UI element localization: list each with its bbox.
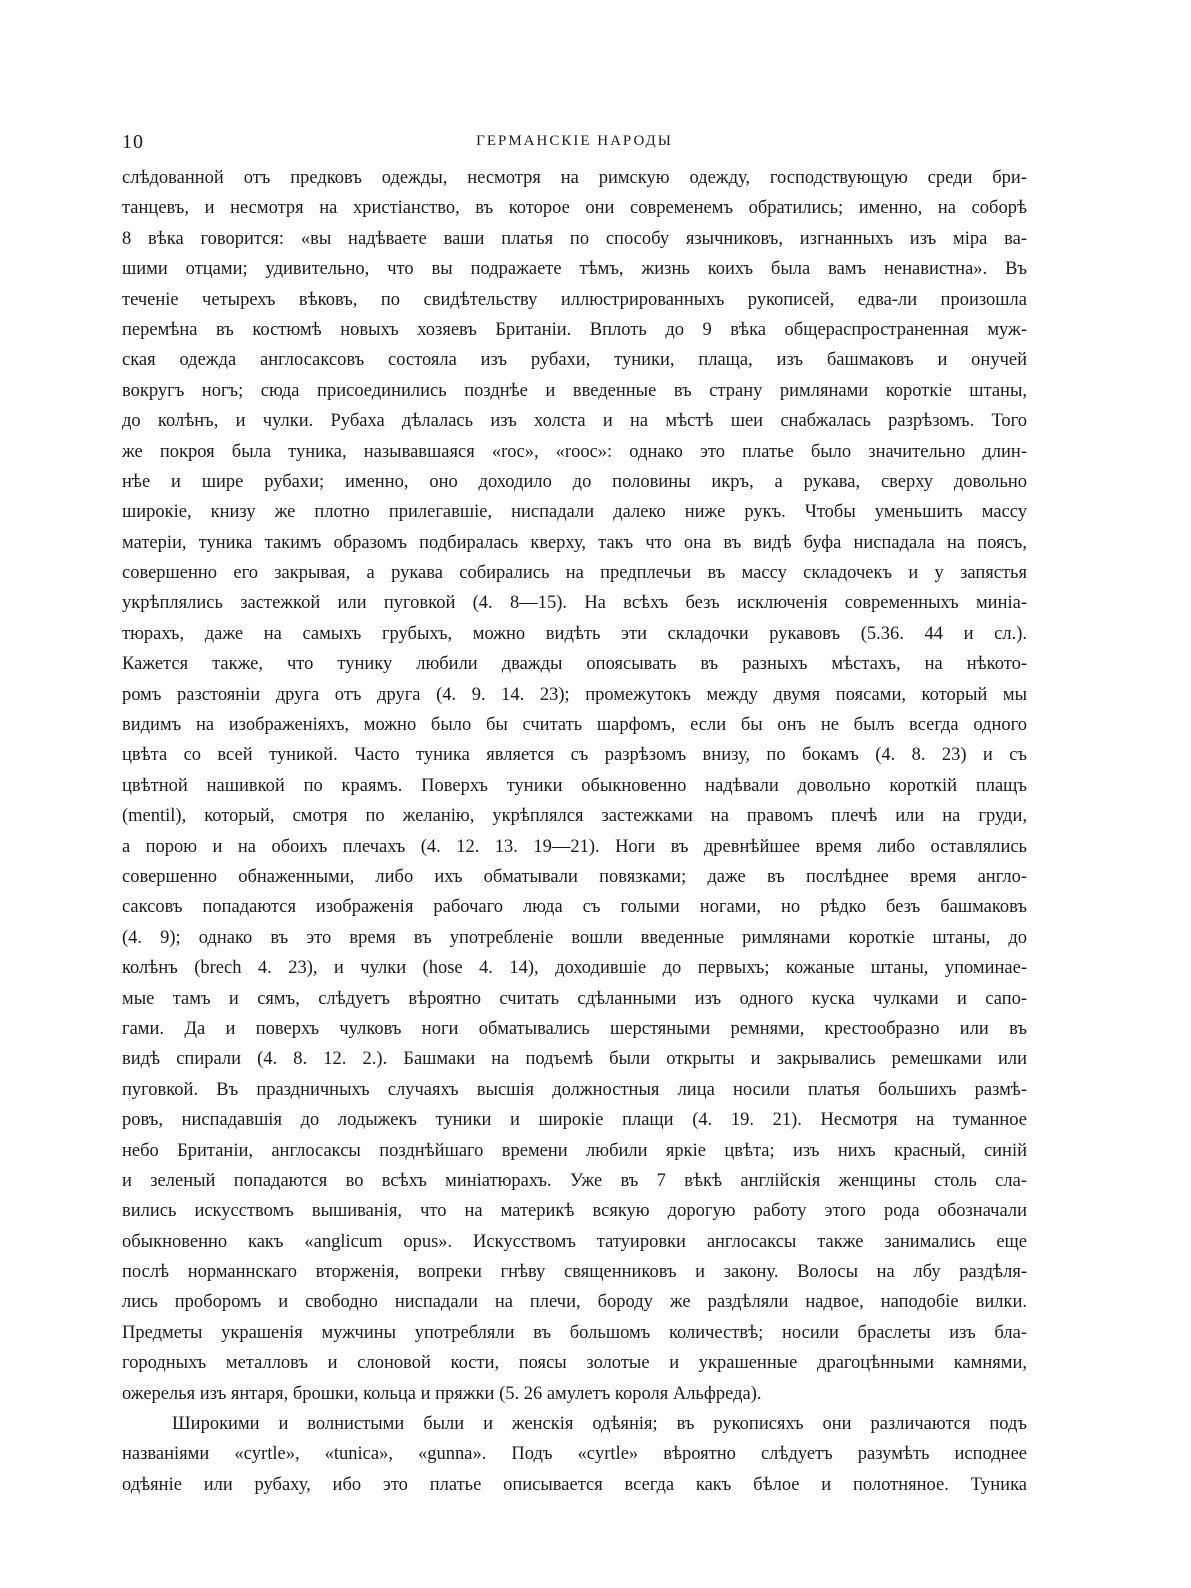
text-line: укрѣплялись застежкой или пуговкой (4. 8—15). На всѣхъ безъ исключенія современныхъ миніа- <box>122 593 1027 614</box>
text-line: лись проборомъ и свободно ниспадали на плечи, бороду же раздѣляли надвое, наподобіе вилки. <box>122 1292 1027 1313</box>
text-line: шими отцами; удивительно, что вы подражаете тѣмъ, жизнь коихъ была вамъ ненавистна». Въ <box>122 259 1027 280</box>
text-line: небо Британіи, англосаксы позднѣйшаго времени любили яркіе цвѣта; изъ нихъ красный, синій <box>122 1140 1027 1161</box>
text-line: послѣ норманнскаго вторженія, вопреки гнѣву священниковъ и закону. Волосы на лбу раздѣля- <box>122 1262 1027 1283</box>
text-line: совершенно его закрывая, а рукава собирались на предплечьи въ массу складочекъ и у запястья <box>122 563 1027 584</box>
running-head <box>122 131 1027 155</box>
text-line: теченіе четырехъ вѣковъ, по свидѣтельству иллюстрированныхъ рукописей, едва-ли произошла <box>122 289 1027 310</box>
running-title: ГЕРМАНСКІЕ НАРОДЫ <box>476 133 673 149</box>
text-line: обыкновенно какъ «anglicum opus». Искусствомъ татуировки англосаксы также занимались еще <box>122 1231 1027 1252</box>
text-line: мые тамъ и сямъ, слѣдуетъ вѣроятно считать сдѣланными изъ одного куска чулками и сапо- <box>122 988 1027 1009</box>
text-line: нѣе и шире рубахи; именно, оно доходило до половины икръ, а рукава, сверху довольно <box>122 471 1027 492</box>
text-line: названіями «cyrtle», «tunica», «gunna». Подъ «cyrtle» вѣроятно слѣдуетъ разумѣть исподнее <box>122 1444 1027 1465</box>
text-line: городныхъ металловъ и слоновой кости, поясы золотые и украшенные драгоцѣнными камнями, <box>122 1353 1027 1374</box>
text-line: перемѣна въ костюмѣ новыхъ хозяевъ Британіи. Вплоть до 9 вѣка общераспространенная муж- <box>122 319 1027 340</box>
text-line: цвѣта со всей туникой. Часто туника является съ разрѣзомъ внизу, по бокамъ (4. 8. 23) и съ <box>122 745 1027 766</box>
text-line: вокругъ ногъ; сюда присоединились позднѣе и введенные въ страну римлянами короткіе штаны, <box>122 380 1027 401</box>
text-line: а порою и на обоихъ плечахъ (4. 12. 13. 19—21). Ноги въ древнѣйшее время либо оставлялись <box>122 836 1027 857</box>
text-line: одѣяніе или рубаху, ибо это платье описывается всегда какъ бѣлое и полотняное. Туника <box>122 1474 1027 1495</box>
text-line: саксовъ попадаются изображенія рабочаго люда съ голыми ногами, но рѣдко безъ башмаковъ <box>122 897 1027 918</box>
text-line: ская одежда англосаксовъ состояла изъ рубахи, туники, плаща, изъ башмаковъ и онучей <box>122 350 1027 371</box>
text-line: (4. 9); однако въ это время въ употребленіе вошли введенные римлянами короткіе штаны, до <box>122 927 1027 948</box>
text-line: вились искусствомъ вышиванія, что на материкѣ всякую дорогую работу этого рода обозначали <box>122 1201 1027 1222</box>
text-line: видимъ на изображеніяхъ, можно было бы считать шарфомъ, если бы онъ не былъ всегда одного <box>122 715 1027 736</box>
text-line: ромъ разстояніи друга отъ друга (4. 9. 14. 23); промежутокъ между двумя поясами, который мы <box>122 684 1027 705</box>
text-line: Широкими и волнистыми были и женскія одѣянія; въ рукописяхъ они различаются подъ <box>172 1414 1027 1435</box>
body-text <box>122 163 1027 1500</box>
text-line: колѣнъ (brech 4. 23), и чулки (hose 4. 14), доходившіе до первыхъ; кожаные штаны, упоминае- <box>122 958 1027 979</box>
text-line: пуговкой. Въ праздничныхъ случаяхъ высшія должностныя лица носили платья большихъ размѣ- <box>122 1079 1027 1100</box>
text-line: (mentil), который, смотря по желанію, укрѣплялся застежками на правомъ плечѣ или на груди, <box>122 806 1027 827</box>
page-number: 10 <box>122 131 144 153</box>
text-line: до колѣнъ, и чулки. Рубаха дѣлалась изъ холста и на мѣстѣ шеи снабжалась разрѣзомъ. Того <box>122 411 1027 432</box>
text-line: же покроя была туника, называвшаяся «roc», «rooc»: однако это платье было значительно длин- <box>122 441 1027 462</box>
text-line: танцевъ, и несмотря на христіанство, въ которое они современемъ обратились; именно, на соборѣ <box>122 198 1027 219</box>
text-line: слѣдованной отъ предковъ одежды, несмотря на римскую одежду, господствующую среди бри- <box>122 168 1027 188</box>
text-line: Кажется также, что тунику любили дважды опоясывать въ разныхъ мѣстахъ, на нѣкото- <box>122 654 1027 675</box>
text-line: 8 вѣка говорится: «вы надѣваете ваши платья по способу язычниковъ, изгнанныхъ изъ міра ва- <box>122 228 1027 249</box>
text-line: матеріи, туника такимъ образомъ подбиралась кверху, такъ что она въ видѣ буфа ниспадала на поясъ, <box>122 532 1027 553</box>
text-line: цвѣтной нашивкой по краямъ. Поверхъ туники обыкновенно надѣвали довольно короткій плащъ <box>122 775 1027 796</box>
text-line: совершенно обнаженными, либо ихъ обматывали повязками; даже въ послѣднее время англо- <box>122 866 1027 887</box>
text-line: видѣ спирали (4. 8. 12. 2.). Башмаки на подъемѣ были открыты и закрывались ремешками или <box>122 1049 1027 1070</box>
text-line: тюрахъ, даже на самыхъ грубыхъ, можно видѣть эти складочки рукавовъ (5.36. 44 и сл.). <box>122 623 1027 644</box>
text-line: ровъ, ниспадавшія до лодыжекъ туники и широкіе плащи (4. 19. 21). Несмотря на туманное <box>122 1110 1027 1131</box>
text-line: гами. Да и поверхъ чулковъ ноги обматывались шерстяными ремнями, крестообразно или въ <box>122 1018 1027 1039</box>
text-line: и зеленый попадаются во всѣхъ миніатюрахъ. Уже въ 7 вѣкѣ англійскія женщины столь сла- <box>122 1170 1027 1191</box>
text-line: ожерелья изъ янтаря, брошки, кольца и пряжки (5. 26 амулетъ короля Альфреда). <box>122 1383 762 1404</box>
text-line: Предметы украшенія мужчины употребляли въ большомъ количествѣ; носили браслеты изъ бла- <box>122 1322 1027 1343</box>
text-line: широкіе, книзу же плотно прилегавшіе, ниспадали далеко ниже рукъ. Чтобы уменьшить массу <box>122 502 1027 523</box>
